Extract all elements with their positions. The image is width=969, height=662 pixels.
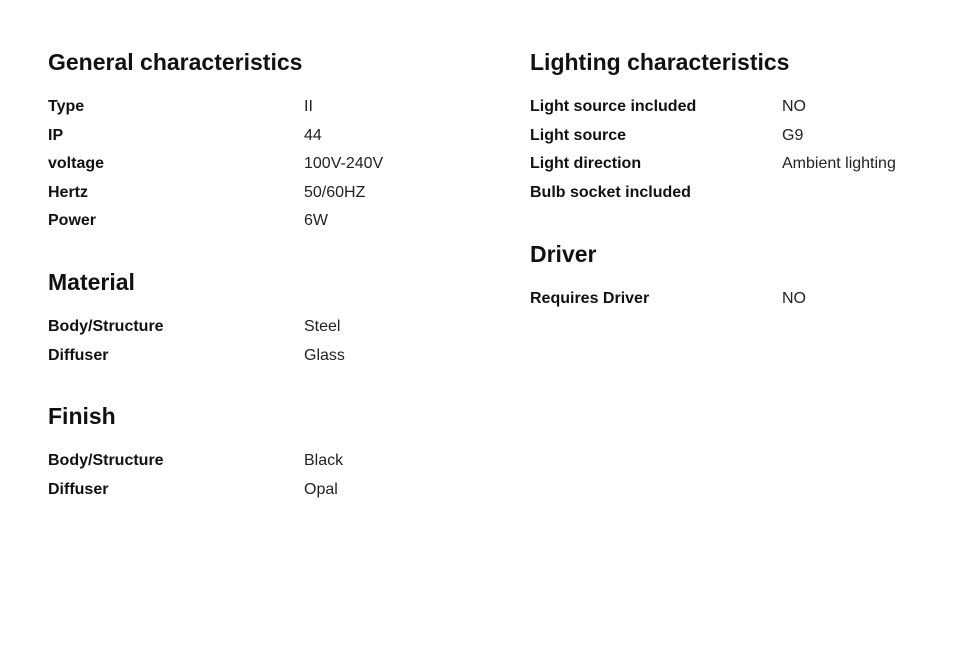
spec-row-body-structure [48, 447, 488, 476]
general-characteristics-section [48, 47, 488, 236]
spec-label: Power [48, 212, 97, 230]
spec-label: Body/Structure [48, 318, 164, 335]
spec-value: II [304, 98, 313, 115]
spec-row-light-source-included [530, 93, 950, 122]
spec-row-requires-driver [530, 285, 950, 314]
material-section [48, 267, 488, 370]
spec-label: Light direction [530, 155, 642, 173]
spec-row-body-structure [48, 313, 488, 342]
lighting-characteristics-section [530, 47, 950, 207]
spec-label: IP [48, 126, 64, 144]
spec-row-ip [48, 122, 488, 151]
material-title: Material [48, 269, 135, 295]
spec-row-diffuser [48, 342, 488, 371]
spec-value: 50/60HZ [304, 183, 366, 201]
lighting-characteristics-table [530, 93, 950, 207]
spec-label: Type [48, 98, 85, 115]
spec-row-voltage [48, 150, 488, 179]
spec-row-light-source [530, 122, 950, 151]
spec-label: Light source [530, 126, 627, 144]
spec-value: 6W [304, 212, 328, 230]
driver-section [530, 239, 950, 314]
driver-table [530, 285, 950, 314]
spec-row-diffuser [48, 476, 488, 505]
finish-title: Finish [48, 403, 116, 429]
spec-label: Diffuser [48, 480, 109, 498]
spec-value: G9 [782, 126, 804, 144]
spec-row-type [48, 93, 488, 122]
spec-value: NO [782, 98, 806, 115]
spec-value: Steel [304, 318, 341, 335]
spec-label: voltage [48, 155, 105, 173]
material-table [48, 313, 488, 370]
lighting-characteristics-title: Lighting characteristics [530, 49, 790, 75]
finish-section [48, 401, 488, 504]
spec-row-power [48, 207, 488, 236]
finish-table [48, 447, 488, 504]
spec-value: Black [304, 452, 344, 469]
spec-value: NO [782, 290, 806, 307]
spec-row-bulb-socket-included [530, 179, 950, 208]
spec-label: Body/Structure [48, 452, 164, 469]
spec-value: Ambient lighting [782, 155, 896, 173]
spec-label: Bulb socket included [530, 183, 691, 201]
spec-label: Light source included [530, 98, 697, 115]
spec-value: Glass [304, 346, 345, 364]
spec-value: 100V-240V [304, 155, 384, 173]
spec-row-hertz [48, 179, 488, 208]
general-characteristics-table [48, 93, 488, 236]
spec-value: Opal [304, 480, 338, 498]
driver-title: Driver [530, 241, 597, 267]
spec-label: Diffuser [48, 346, 109, 364]
spec-label: Requires Driver [530, 290, 650, 307]
spec-label: Hertz [48, 183, 89, 201]
general-characteristics-title: General characteristics [48, 49, 303, 75]
spec-value: 44 [304, 126, 322, 144]
spec-row-light-direction [530, 150, 950, 179]
